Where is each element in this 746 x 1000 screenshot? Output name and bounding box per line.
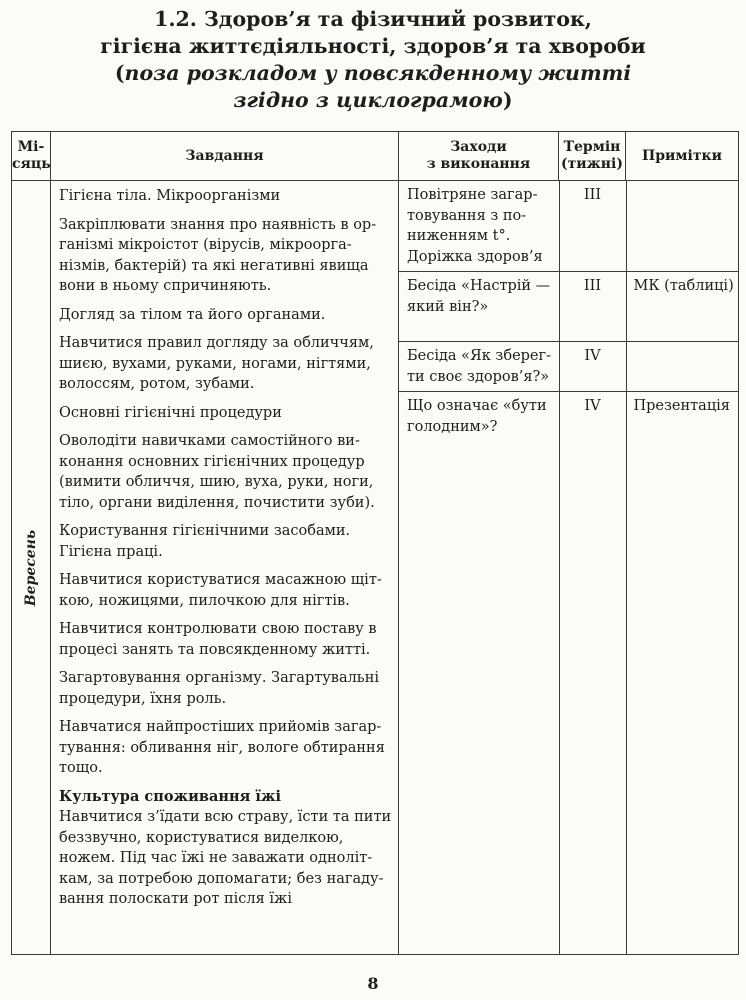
task-item: Гігієна тіла. Мікроорганізми bbox=[59, 188, 281, 204]
title-line-1: 1.2. Здоров’я та фізичний розвиток, bbox=[154, 7, 592, 31]
task-item: Навчатися найпростіших прийомів загартування: обливання ніг, вологе обтирання тощо. bbox=[59, 719, 385, 776]
measure-row bbox=[399, 392, 739, 955]
task-item: Навчитися правил догляду за обличчям, шиєю, вухами, руками, ногами, нігтями, волоссям, ротом, зубами. bbox=[59, 335, 374, 392]
measures-table bbox=[399, 181, 739, 954]
table-body-row bbox=[12, 181, 739, 955]
table-header-row bbox=[12, 132, 739, 181]
measure-text: Бесіда «Настрій — який він?» bbox=[399, 272, 559, 342]
header-measures bbox=[399, 132, 559, 181]
task-item: Оволодіти навичками самостійного виконання основних гігієнічних процедур (вимити обличчя, шию, вуха, руки, ноги, тіло, органи виділення, почистити зуби). bbox=[59, 433, 375, 511]
measures-block bbox=[399, 181, 739, 955]
task-item: Навчитися контролювати свою поставу в процесі занять та повсякденному житті. bbox=[59, 621, 377, 658]
plan-table bbox=[11, 131, 739, 955]
task-item: Навчитися користуватися масажною щіткою, ножицями, пилочкою для нігтів. bbox=[59, 572, 382, 609]
title-subtitle-1: поза розкладом у повсякденному житті bbox=[124, 61, 632, 85]
header-measures-line1: Заходи bbox=[450, 139, 507, 155]
title-line-3 bbox=[0, 60, 746, 87]
title-subtitle-2: згідно з циклограмою bbox=[233, 88, 503, 112]
measure-text: Бесіда «Як зберегти своє здоров’я?» bbox=[399, 342, 559, 392]
measure-row bbox=[399, 181, 739, 272]
title-close-paren: ) bbox=[502, 88, 513, 112]
term-value: ІІІ bbox=[559, 181, 626, 272]
measure-text: Що означає «бути голодним»? bbox=[399, 392, 559, 955]
task-item: Основні гігієнічні процедури bbox=[59, 404, 282, 421]
page-number: 8 bbox=[367, 974, 379, 993]
note-text: Презентація bbox=[633, 398, 730, 414]
header-month bbox=[12, 132, 51, 181]
header-tasks: Завдання bbox=[51, 132, 399, 181]
header-notes: Примітки bbox=[626, 132, 739, 181]
header-term-line2: (тижні) bbox=[560, 156, 623, 172]
term-value: IV bbox=[559, 392, 626, 955]
month-label: Вересень bbox=[23, 529, 39, 606]
measure-row bbox=[399, 272, 739, 342]
task-item: Закріплювати знання про наявність в організмі мікроістот (вірусів, мікроорганізмів, бактерій) та які негативні явища вони в ньому спричиняють. bbox=[59, 216, 377, 294]
term-value: ІІІ bbox=[559, 272, 626, 342]
header-month-line1: Мі- bbox=[17, 139, 45, 155]
task-item: Загартовування організму. Загартувальні процедури, їхня роль. bbox=[59, 670, 380, 707]
measure-row bbox=[399, 342, 739, 392]
header-term-line1: Термін bbox=[563, 139, 621, 155]
note-text bbox=[626, 181, 739, 272]
header-month-line2: сяць bbox=[12, 156, 51, 172]
tasks-cell bbox=[51, 181, 399, 955]
measure-text: Повітряне загартовування з пониженням t°. Доріжка здоров’я bbox=[399, 181, 559, 272]
note-text bbox=[626, 342, 739, 392]
task-bold-heading: Культура споживання їжі bbox=[59, 787, 282, 805]
title-line-2: гігієна життєдіяльності, здоров’я та хвороби bbox=[100, 34, 646, 58]
title-open-paren: ( bbox=[114, 61, 125, 85]
task-item: Догляд за тілом та його органами. bbox=[59, 306, 326, 323]
task-item: Користування гігієнічними засобами. Гігієна праці. bbox=[59, 523, 351, 560]
month-cell bbox=[12, 181, 51, 955]
task-item: Навчитися з’їдати всю страву, їсти та пити беззвучно, користуватися виделкою, ножем. Під час їжі не заважати одноліткам, за потребою допомагати; без нагадування полоскати рот після їжі bbox=[59, 809, 392, 907]
note-text: МК (таблиці) bbox=[626, 272, 739, 342]
header-term bbox=[559, 132, 626, 181]
header-measures-line2: з виконання bbox=[426, 156, 531, 172]
page-title bbox=[0, 6, 746, 114]
term-value: IV bbox=[559, 342, 626, 392]
title-line-4 bbox=[0, 87, 746, 114]
